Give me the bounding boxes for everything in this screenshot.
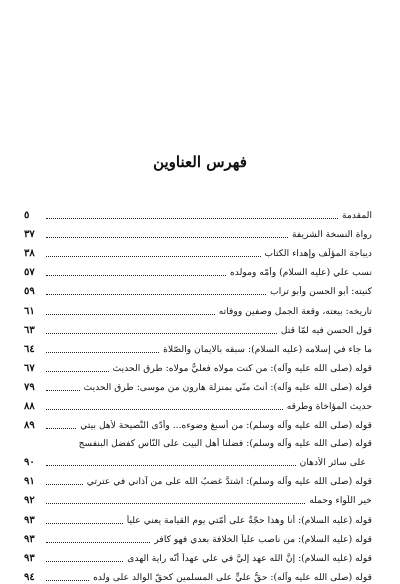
toc-entry <box>24 413 372 432</box>
toc-entry-continuation <box>24 450 372 469</box>
toc-leader-dots <box>46 503 305 504</box>
toc-entry-page: ٦٤ <box>24 343 35 355</box>
toc-entry-page: ٥٧ <box>24 267 35 279</box>
toc-entry-continuation-text: على سائر الأدهان <box>299 457 366 469</box>
toc-entry-title: قوله (صلى الله عليه وآله وسلم): اشتدَّ غضبُ الله على من آذاني في عترتي <box>86 476 372 488</box>
toc-entry-page: ٩٣ <box>24 514 35 526</box>
toc-entry-title: المقدمة <box>342 210 372 222</box>
toc-leader-dots <box>46 275 226 276</box>
toc-entry <box>24 337 372 356</box>
toc-entry-page: ٩٣ <box>24 552 35 564</box>
toc-entry-title: كنيته: أبو الحسن وأبو تراب <box>270 286 372 298</box>
table-of-contents <box>24 203 372 584</box>
toc-entry-title: قوله (صلى الله عليه وآله وسلم): من أسبغ وضوءه... وأدّى النُّصيحة لأهل بيتي <box>80 420 372 432</box>
toc-entry-title: قوله (صلى الله عليه وآله وسلم): فضلنا أهل البيت على النّاس كفضل البنفسج <box>78 438 372 450</box>
toc-leader-dots <box>46 218 338 219</box>
toc-leader-dots <box>46 428 76 429</box>
toc-entry-title: ديباجة المؤلِّف وإهداء الكتاب <box>264 248 372 260</box>
toc-entry-page: ٣٨ <box>24 248 35 260</box>
toc-leader-dots <box>46 580 89 581</box>
toc-entry <box>24 565 372 584</box>
toc-entry-page: ٩٣ <box>24 533 35 545</box>
toc-entry-title: نسب علي (عليه السلام) وأُمّه ومولده <box>229 267 372 279</box>
toc-leader-dots <box>46 352 159 353</box>
toc-entry <box>24 375 372 394</box>
toc-entry-title: ما جاء في إسلامه (عليه السلام): سبقه بالايمان والصّلاة <box>163 343 372 355</box>
toc-entry-page: ٦١ <box>24 305 35 317</box>
toc-leader-dots <box>46 333 277 334</box>
toc-entry-title: رواة النسخة الشريفة <box>291 229 372 241</box>
toc-entry-page: ٧٩ <box>24 381 35 393</box>
toc-entry-title: قوله (صلى الله عليه وآله): أنتَ منّي بمنزلة هارون من موسى: طرق الحديث <box>83 381 372 393</box>
toc-entry <box>24 432 372 450</box>
page-title: فهرس العناوين <box>153 153 247 171</box>
toc-entry <box>24 279 372 298</box>
toc-entry <box>24 546 372 565</box>
toc-entry-page: ٨٨ <box>24 401 35 413</box>
toc-entry-title: قوله (عليه السلام): من ناصب علياً الخلافة بعدي فهو كافر <box>154 533 372 545</box>
toc-entry-page: ٦٣ <box>24 324 35 336</box>
toc-entry <box>24 298 372 317</box>
toc-leader-dots <box>46 237 288 238</box>
toc-entry-title: خير اللّواء وحمله <box>309 495 372 507</box>
toc-leader-dots <box>46 256 261 257</box>
toc-entry <box>24 203 372 222</box>
toc-entry <box>24 260 372 279</box>
toc-entry-page: ٨٩ <box>24 420 35 432</box>
toc-leader-dots <box>46 294 266 295</box>
toc-entry-page: ٩١ <box>24 476 35 488</box>
toc-entry-page: ٩٤ <box>24 571 35 583</box>
toc-entry-page: ٦٧ <box>24 362 35 374</box>
toc-entry-title: قوله (عليه السلام): إنَّ الله عهد إليَّ في علي عهداً أنّه راية الهدى <box>127 552 372 564</box>
toc-entry <box>24 527 372 546</box>
toc-entry <box>24 356 372 375</box>
toc-entry-title: حديث المؤاخاة وطرقه <box>286 401 372 413</box>
toc-leader-dots <box>46 371 109 372</box>
toc-entry-title: تاريخه: بيعته، وقعة الجمل وصفين ووفاته <box>218 305 372 317</box>
toc-leader-dots <box>46 542 150 543</box>
toc-entry-page: ٥ <box>24 210 30 222</box>
toc-leader-dots <box>46 484 83 485</box>
toc-entry-title: قوله (عليه السلام): أنا وهذا حجّةٌ على أُمّتي يوم القيامة يعني علياً <box>126 514 372 526</box>
toc-leader-dots <box>46 465 296 466</box>
toc-entry <box>24 394 372 413</box>
toc-entry-page: ٩٠ <box>24 457 35 469</box>
toc-leader-dots <box>46 561 123 562</box>
toc-leader-dots <box>46 314 215 315</box>
toc-entry-page: ٩٢ <box>24 495 35 507</box>
toc-entry <box>24 469 372 488</box>
toc-entry-page: ٥٩ <box>24 286 35 298</box>
toc-entry <box>24 507 372 526</box>
toc-entry <box>24 222 372 241</box>
toc-leader-dots <box>46 523 123 524</box>
toc-entry-page: ٣٧ <box>24 229 35 241</box>
toc-entry-title: قوله (صلى الله عليه وآله): من كنت مولاه فعليٌّ مولاه: طرق الحديث <box>112 362 372 374</box>
toc-leader-dots <box>46 409 283 410</box>
toc-leader-dots <box>46 390 80 391</box>
toc-entry-title: قوله (صلى الله عليه وآله): حقُّ عليٍّ على المسلمين كحقّ الوالد على ولده <box>93 571 372 583</box>
toc-entry <box>24 488 372 507</box>
toc-entry <box>24 241 372 260</box>
toc-entry <box>24 318 372 337</box>
toc-entry-title: قول الحسن فيه لمّا قتل <box>280 324 372 336</box>
